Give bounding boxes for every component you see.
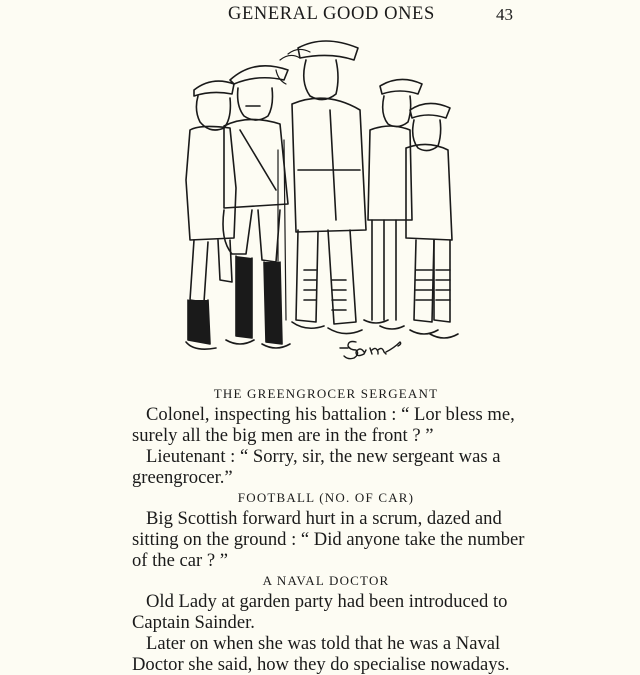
soldiers-right-row [364, 79, 458, 338]
text-line: Lieutenant : “ Sorry, sir, the new sergeant was a [146, 446, 501, 467]
section-football [132, 488, 525, 571]
text-line: Old Lady at garden party had been introduced to [146, 591, 508, 612]
text-line: Captain Sainder. [132, 612, 255, 633]
text-body [132, 384, 525, 675]
section-naval-doctor [132, 571, 520, 675]
page-number: 43 [496, 5, 513, 24]
text-line: of the car ? ” [132, 550, 229, 571]
lieutenant [223, 66, 290, 348]
section-heading: THE GREENGROCER SERGEANT [213, 386, 439, 401]
text-line: Later on when she was told that he was a Naval [146, 633, 501, 654]
text-line: Doctor she said, how they do specialise nowadays. [132, 654, 510, 675]
artist-signature [340, 342, 401, 359]
section-greengrocer [132, 384, 520, 488]
section-heading: FOOTBALL (NO. OF CAR) [237, 490, 415, 505]
section-heading: A NAVAL DOCTOR [262, 573, 390, 588]
colonel [292, 41, 366, 334]
text-line: Big Scottish forward hurt in a scrum, dazed and [146, 508, 502, 529]
text-line: Colonel, inspecting his battalion : “ Lor bless me, [146, 404, 515, 425]
text-line: surely all the big men are in the front ? ” [132, 425, 434, 446]
text-line: sitting on the ground : “ Did anyone take the number [132, 529, 525, 550]
text-line: greengrocer.” [132, 467, 233, 488]
running-title: GENERAL GOOD ONES [228, 4, 435, 24]
soldiers-inspection-illustration [180, 30, 470, 380]
soldier-left-short [186, 81, 236, 349]
